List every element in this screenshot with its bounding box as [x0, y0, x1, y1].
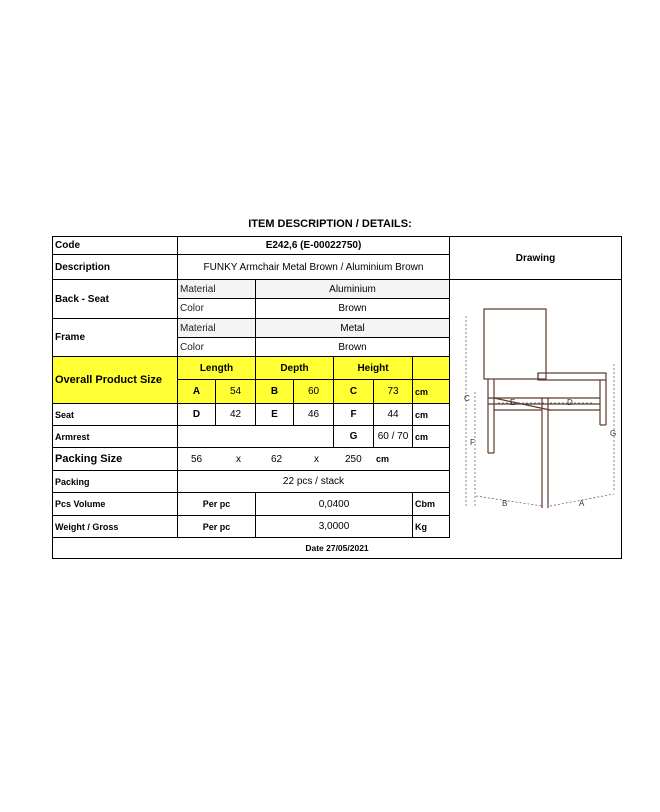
dim-g-value: 60 / 70 [374, 426, 413, 448]
armrest-blank [178, 426, 334, 448]
dim-a-value: 54 [216, 380, 256, 404]
frame-color-value: Brown [256, 338, 450, 357]
description-value: FUNKY Armchair Metal Brown / Aluminium Brown [178, 255, 450, 280]
drawing-label: Drawing [450, 237, 621, 280]
dim-a-letter: A [178, 380, 216, 404]
dim-b-letter: B [256, 380, 294, 404]
backrest-shape [484, 309, 546, 379]
overall-unit: cm [413, 380, 450, 404]
details-table [52, 236, 622, 559]
drawing-letter-f: F [470, 438, 475, 447]
pcs-volume-per: Per pc [178, 493, 256, 516]
date: Date 27/05/2021 [305, 543, 369, 553]
back-seat-label: Back - Seat [53, 280, 178, 319]
dim-f-value: 44 [374, 404, 413, 426]
chair-drawing [450, 280, 620, 508]
drawing-letter-a: A [579, 499, 585, 508]
weight-value: 3,0000 [256, 516, 413, 538]
seat-unit: cm [413, 404, 450, 426]
frame-material-value: Metal [256, 319, 450, 338]
dim-g-letter: G [334, 426, 374, 448]
packing-width: 62 [271, 453, 283, 465]
pcs-volume-unit: Cbm [413, 493, 450, 516]
frame-material-label: Material [178, 319, 256, 338]
packing-label: Packing [53, 471, 178, 493]
seat-label: Seat [53, 404, 178, 426]
depth-header: Depth [256, 357, 334, 380]
packing-x2: x [314, 453, 319, 465]
pcs-volume-label: Pcs Volume [53, 493, 178, 516]
armrest-unit: cm [413, 426, 450, 448]
dim-e-letter: E [256, 404, 294, 426]
code-value: E242,6 (E-00022750) [178, 237, 450, 255]
dim-d-value: 42 [216, 404, 256, 426]
packing-length: 56 [191, 453, 203, 465]
description-label: Description [53, 255, 178, 280]
dim-b-value: 60 [294, 380, 334, 404]
drawing-letter-g: G [610, 429, 617, 438]
overall-size-label: Overall Product Size [53, 357, 178, 404]
page-title: ITEM DESCRIPTION / DETAILS: [248, 218, 412, 230]
dim-c-value: 73 [374, 380, 413, 404]
code-label: Code [53, 237, 178, 255]
frame-color-label: Color [178, 338, 256, 357]
height-header: Height [334, 357, 413, 380]
armrest-label: Armrest [53, 426, 178, 448]
dim-e-value: 46 [294, 404, 334, 426]
dim-f-letter: F [334, 404, 374, 426]
back-seat-material-label: Material [178, 280, 256, 299]
packing-x1: x [236, 453, 241, 465]
overall-blank [413, 357, 450, 380]
packing-size-values [178, 448, 450, 471]
packing-unit: cm [376, 454, 390, 464]
packing-value: 22 pcs / stack [178, 471, 450, 493]
back-seat-color-label: Color [178, 299, 256, 319]
chair-drawing-svg [450, 280, 620, 508]
drawing-letter-d: D [567, 398, 573, 407]
dim-d-letter: D [178, 404, 216, 426]
dim-c-letter: C [334, 380, 374, 404]
drawing-letter-e: E [510, 398, 516, 407]
drawing-letter-b: B [502, 499, 508, 508]
pcs-volume-value: 0,0400 [256, 493, 413, 516]
weight-label: Weight / Gross [53, 516, 178, 538]
frame-label: Frame [53, 319, 178, 357]
drawing-letter-c: C [464, 394, 470, 403]
length-header: Length [178, 357, 256, 380]
back-seat-color-value: Brown [256, 299, 450, 319]
packing-size-label: Packing Size [53, 448, 178, 471]
back-seat-material-value: Aluminium [256, 280, 450, 299]
weight-per: Per pc [178, 516, 256, 538]
packing-height: 250 [345, 453, 362, 465]
weight-unit: Kg [413, 516, 450, 538]
